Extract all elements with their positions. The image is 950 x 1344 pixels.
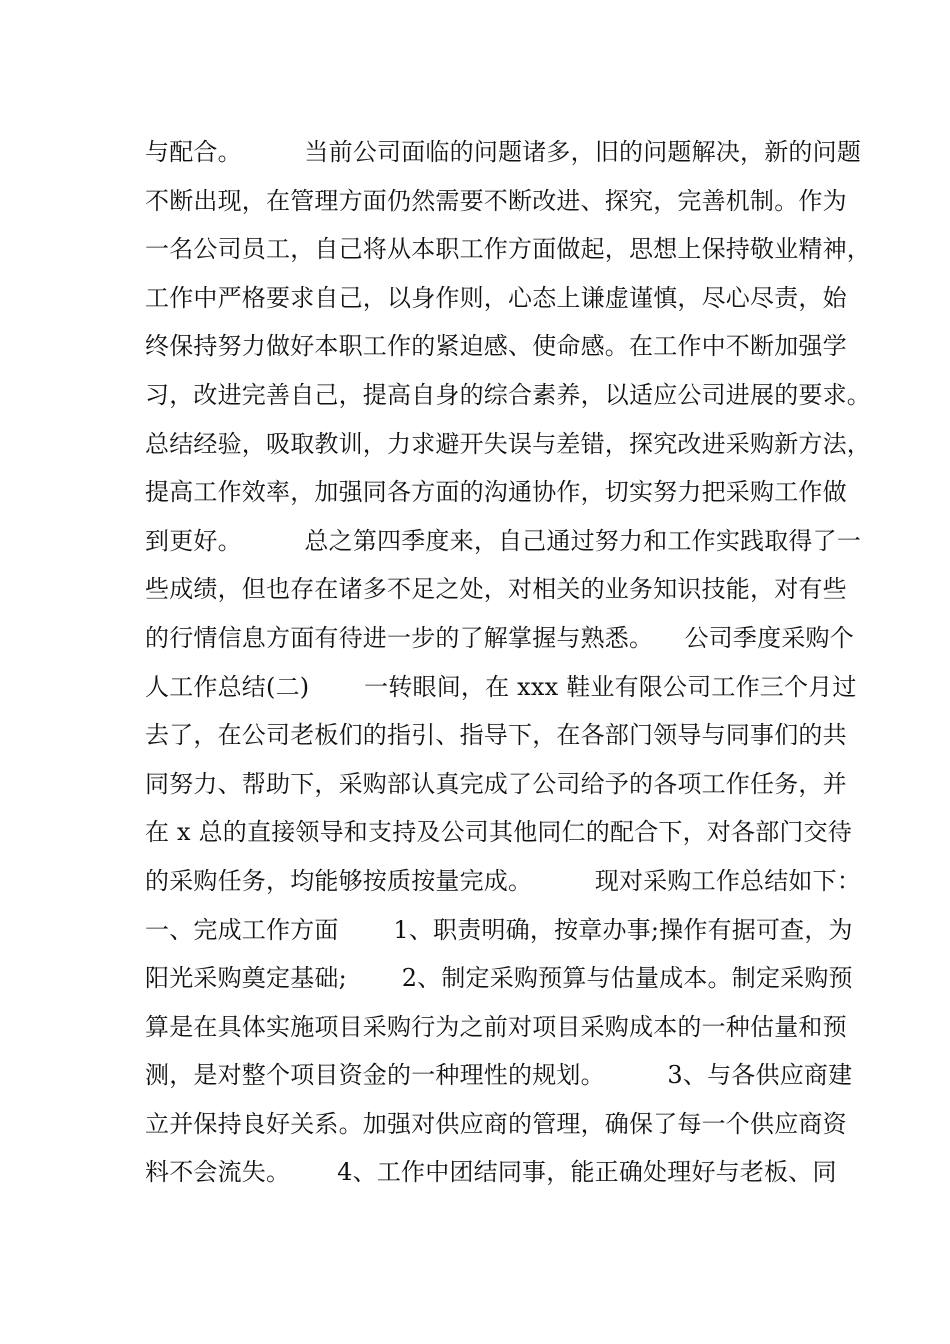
text-line: 总结经验，吸取教训，力求避开失误与差错，探究改进采购新方法， bbox=[145, 429, 871, 458]
text-line: 到更好。 总之第四季度来，自己通过努力和工作实践取得了一 bbox=[145, 526, 862, 555]
text-line: 测，是对整个项目资金的一种理性的规划。 3、与各供应商建 bbox=[145, 1061, 853, 1090]
text-line: 立并保持良好关系。加强对供应商的管理，确保了每一个供应商资 bbox=[145, 1109, 847, 1138]
text-line: 习，改进完善自己，提高自身的综合素养，以适应公司进展的要求。 bbox=[145, 380, 871, 409]
text-line: 在 x 总的直接领导和支持及公司其他同仁的配合下，对各部门交待 bbox=[145, 818, 852, 847]
text-line: 一、完成工作方面 1、职责明确，按章办事;操作有据可查，为 bbox=[145, 915, 853, 944]
body-text bbox=[145, 128, 871, 1197]
text-line: 些成绩，但也存在诸多不足之处，对相关的业务知识技能，对有些 bbox=[145, 575, 847, 604]
text-line: 提高工作效率，加强同各方面的沟通协作，切实努力把采购工作做 bbox=[145, 478, 847, 507]
text-line: 同努力、帮助下，采购部认真完成了公司给予的各项工作任务，并 bbox=[145, 769, 847, 798]
text-line: 不断出现，在管理方面仍然需要不断改进、探究，完善机制。作为 bbox=[145, 186, 847, 215]
text-line: 算是在具体实施项目采购行为之前对项目采购成本的一种估量和预 bbox=[145, 1012, 847, 1041]
text-line: 工作中严格要求自己，以身作则，心态上谦虚谨慎，尽心尽责，始 bbox=[145, 283, 847, 312]
text-line: 与配合。 当前公司面临的问题诸多，旧的问题解决，新的问题 bbox=[145, 138, 862, 166]
text-line: 料不会流失。 4、工作中团结同事，能正确处理好与老板、同 bbox=[145, 1158, 837, 1187]
text-line: 人工作总结(二) 一转眼间，在 xxx 鞋业有限公司工作三个月过 bbox=[145, 672, 857, 701]
text-line: 终保持努力做好本职工作的紧迫感、使命感。在工作中不断加强学 bbox=[145, 332, 847, 361]
text-line: 的采购任务，均能够按质按量完成。 现对采购工作总结如下： bbox=[145, 866, 862, 895]
text-line: 的行情信息方面有待进一步的了解掌握与熟悉。 公司季度采购个 bbox=[145, 623, 854, 652]
text-line: 一名公司员工，自己将从本职工作方面做起，思想上保持敬业精神， bbox=[145, 235, 871, 264]
text-line: 去了，在公司老板们的指引、指导下，在各部门领导与同事们的共 bbox=[145, 721, 847, 750]
text-line: 阳光采购奠定基础; 2、制定采购预算与估量成本。制定采购预 bbox=[145, 964, 853, 993]
